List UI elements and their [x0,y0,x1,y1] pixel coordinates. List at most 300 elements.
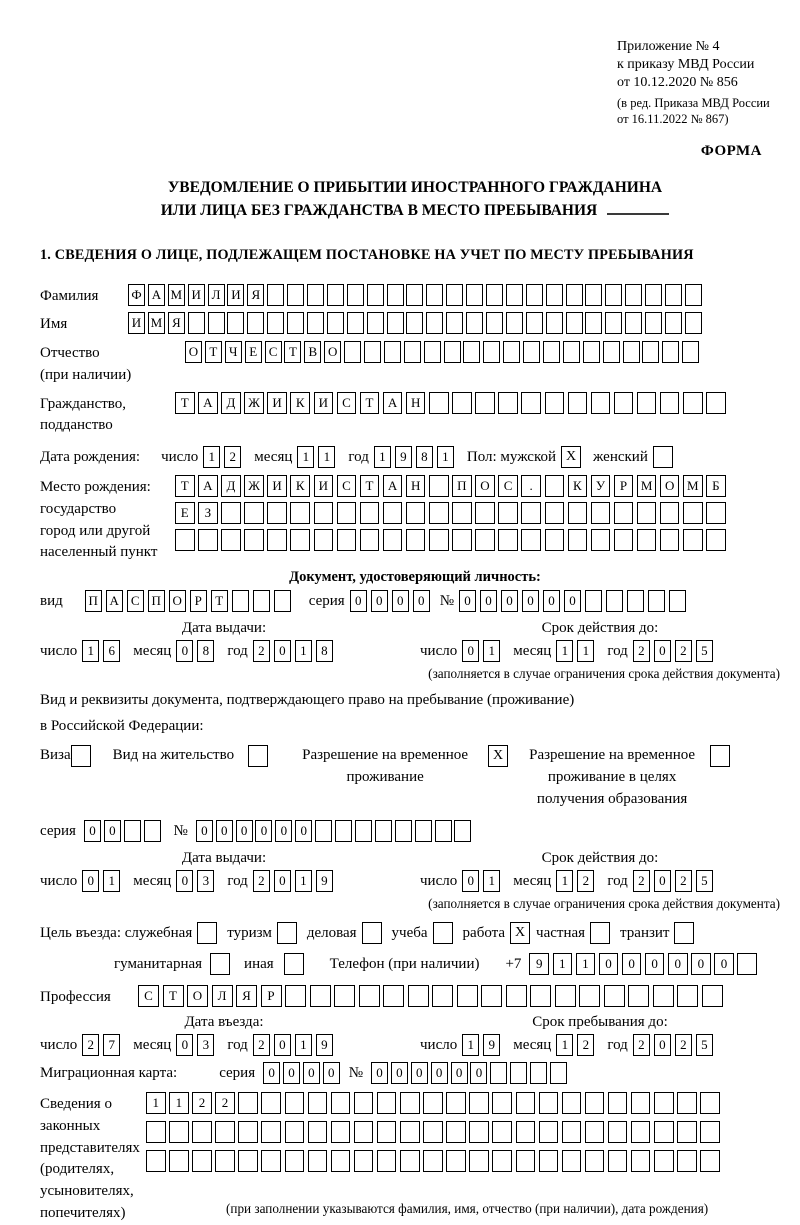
char-box[interactable]: Р [614,475,634,497]
char-box[interactable] [702,985,723,1007]
char-box[interactable] [516,1121,536,1143]
char-box[interactable]: С [498,475,518,497]
char-box[interactable]: И [128,312,145,334]
char-box[interactable]: А [198,392,218,414]
char-box[interactable] [354,1121,374,1143]
char-box[interactable]: О [475,475,495,497]
char-box[interactable] [454,820,471,842]
char-box[interactable] [334,985,355,1007]
char-box[interactable] [481,985,502,1007]
char-box[interactable] [354,1092,374,1114]
char-box[interactable]: С [138,985,159,1007]
char-box[interactable]: 1 [556,1034,573,1056]
purpose-work-checkbox[interactable]: X [510,922,530,944]
char-box[interactable]: 1 [318,446,335,468]
char-box[interactable]: П [85,590,102,612]
char-box[interactable] [267,284,284,306]
char-box[interactable]: 9 [316,870,333,892]
char-box[interactable]: 0 [236,820,253,842]
purpose-official-checkbox[interactable] [197,922,217,944]
char-box[interactable] [146,1121,166,1143]
char-box[interactable]: М [168,284,185,306]
char-box[interactable]: Е [175,502,195,524]
char-box[interactable]: 0 [176,1034,193,1056]
char-box[interactable] [426,312,443,334]
char-box[interactable] [521,502,541,524]
char-box[interactable] [404,341,421,363]
char-box[interactable]: 0 [645,953,665,975]
char-box[interactable]: 0 [654,870,671,892]
char-box[interactable]: 0 [371,590,388,612]
char-box[interactable]: Т [175,392,195,414]
char-box[interactable] [267,502,287,524]
char-box[interactable] [452,392,472,414]
char-box[interactable] [267,312,284,334]
char-box[interactable]: 0 [255,820,272,842]
char-box[interactable] [660,502,680,524]
purpose-humanitarian-checkbox[interactable] [210,953,230,975]
char-box[interactable] [605,284,622,306]
char-box[interactable]: 0 [622,953,642,975]
char-box[interactable] [354,1150,374,1172]
char-box[interactable]: 1 [297,446,314,468]
char-box[interactable] [631,1092,651,1114]
char-box[interactable] [192,1150,212,1172]
char-box[interactable]: И [267,392,287,414]
char-box[interactable] [545,502,565,524]
char-box[interactable]: 0 [691,953,711,975]
char-box[interactable] [498,529,518,551]
char-box[interactable] [623,341,640,363]
char-box[interactable]: 9 [316,1034,333,1056]
purpose-transit-checkbox[interactable] [674,922,694,944]
char-box[interactable] [238,1092,258,1114]
char-box[interactable] [700,1121,720,1143]
char-box[interactable] [591,392,611,414]
char-box[interactable] [415,820,432,842]
char-box[interactable]: М [683,475,703,497]
char-box[interactable] [585,312,602,334]
char-box[interactable]: 0 [462,640,479,662]
char-box[interactable] [383,502,403,524]
char-box[interactable]: Д [221,475,241,497]
char-box[interactable] [562,1092,582,1114]
char-box[interactable] [124,820,141,842]
char-box[interactable]: 0 [391,1062,408,1084]
char-box[interactable] [463,341,480,363]
char-box[interactable]: А [383,392,403,414]
char-box[interactable]: Т [163,985,184,1007]
char-box[interactable] [645,312,662,334]
char-box[interactable] [337,502,357,524]
char-box[interactable] [423,1121,443,1143]
char-box[interactable] [429,475,449,497]
char-box[interactable] [591,529,611,551]
char-box[interactable]: А [106,590,123,612]
char-box[interactable]: 1 [556,640,573,662]
char-box[interactable] [287,284,304,306]
char-box[interactable]: Я [236,985,257,1007]
char-box[interactable] [331,1092,351,1114]
char-box[interactable]: О [660,475,680,497]
char-box[interactable] [585,284,602,306]
char-box[interactable] [486,284,503,306]
char-box[interactable]: 1 [169,1092,189,1114]
char-box[interactable] [585,590,602,612]
char-box[interactable] [546,284,563,306]
char-box[interactable] [566,312,583,334]
char-box[interactable]: Т [175,475,195,497]
char-box[interactable]: А [198,475,218,497]
char-box[interactable] [585,1121,605,1143]
char-box[interactable] [665,312,682,334]
char-box[interactable] [625,284,642,306]
char-box[interactable]: 2 [253,640,270,662]
char-box[interactable] [669,590,686,612]
char-box[interactable]: 2 [633,1034,650,1056]
char-box[interactable] [653,985,674,1007]
char-box[interactable] [506,312,523,334]
char-box[interactable]: Я [168,312,185,334]
char-box[interactable]: 9 [529,953,549,975]
char-box[interactable]: Н [406,392,426,414]
char-box[interactable] [492,1121,512,1143]
char-box[interactable]: 0 [411,1062,428,1084]
char-box[interactable]: У [591,475,611,497]
char-box[interactable] [146,1150,166,1172]
char-box[interactable] [406,529,426,551]
char-box[interactable] [384,341,401,363]
char-box[interactable] [247,312,264,334]
char-box[interactable]: 0 [104,820,121,842]
char-box[interactable]: 1 [103,870,120,892]
char-box[interactable] [466,284,483,306]
sex-male-checkbox[interactable]: X [561,446,581,468]
char-box[interactable]: Ж [244,392,264,414]
char-box[interactable]: О [324,341,341,363]
char-box[interactable] [539,1121,559,1143]
char-box[interactable] [446,284,463,306]
char-box[interactable] [562,1150,582,1172]
char-box[interactable] [307,312,324,334]
char-box[interactable] [469,1150,489,1172]
char-box[interactable] [375,820,392,842]
char-box[interactable]: С [265,341,282,363]
char-box[interactable]: 0 [274,640,291,662]
char-box[interactable]: 0 [323,1062,340,1084]
char-box[interactable] [364,341,381,363]
char-box[interactable] [387,284,404,306]
char-box[interactable]: 1 [462,1034,479,1056]
char-box[interactable]: А [148,284,165,306]
char-box[interactable] [314,529,334,551]
char-box[interactable] [426,284,443,306]
char-box[interactable]: 0 [714,953,734,975]
char-box[interactable] [591,502,611,524]
char-box[interactable]: 2 [675,1034,692,1056]
char-box[interactable]: 0 [654,640,671,662]
char-box[interactable] [188,312,205,334]
char-box[interactable] [604,985,625,1007]
char-box[interactable] [550,1062,567,1084]
char-box[interactable] [261,1121,281,1143]
char-box[interactable] [486,312,503,334]
char-box[interactable]: 0 [462,870,479,892]
char-box[interactable]: Т [211,590,228,612]
char-box[interactable] [335,820,352,842]
char-box[interactable] [290,529,310,551]
char-box[interactable] [545,529,565,551]
char-box[interactable] [506,284,523,306]
char-box[interactable] [492,1150,512,1172]
char-box[interactable] [446,312,463,334]
char-box[interactable]: 2 [253,870,270,892]
char-box[interactable] [285,1150,305,1172]
char-box[interactable] [685,312,702,334]
char-box[interactable] [444,341,461,363]
char-box[interactable] [523,341,540,363]
char-box[interactable]: Ч [225,341,242,363]
char-box[interactable] [192,1121,212,1143]
char-box[interactable] [521,392,541,414]
char-box[interactable]: С [337,475,357,497]
char-box[interactable] [435,820,452,842]
char-box[interactable]: 0 [451,1062,468,1084]
char-box[interactable]: 1 [553,953,573,975]
char-box[interactable]: И [227,284,244,306]
char-box[interactable]: О [169,590,186,612]
char-box[interactable] [261,1150,281,1172]
char-box[interactable] [432,985,453,1007]
char-box[interactable] [215,1150,235,1172]
char-box[interactable] [608,1121,628,1143]
char-box[interactable] [285,985,306,1007]
char-box[interactable]: 0 [275,820,292,842]
char-box[interactable]: 1 [295,640,312,662]
char-box[interactable]: 0 [176,640,193,662]
char-box[interactable] [700,1150,720,1172]
char-box[interactable] [498,392,518,414]
char-box[interactable]: 2 [675,640,692,662]
char-box[interactable]: И [188,284,205,306]
char-box[interactable] [530,1062,547,1084]
char-box[interactable] [285,1121,305,1143]
char-box[interactable] [677,1092,697,1114]
char-box[interactable] [360,502,380,524]
char-box[interactable] [310,985,331,1007]
char-box[interactable] [261,1092,281,1114]
char-box[interactable] [568,392,588,414]
char-box[interactable] [198,529,218,551]
char-box[interactable] [475,502,495,524]
char-box[interactable] [423,1150,443,1172]
char-box[interactable] [566,284,583,306]
char-box[interactable] [568,502,588,524]
char-box[interactable] [662,341,679,363]
char-box[interactable] [208,312,225,334]
char-box[interactable]: 0 [274,1034,291,1056]
char-box[interactable] [406,502,426,524]
char-box[interactable]: Б [706,475,726,497]
char-box[interactable]: И [314,392,334,414]
char-box[interactable]: 8 [416,446,433,468]
char-box[interactable] [400,1121,420,1143]
char-box[interactable]: Д [221,392,241,414]
char-box[interactable]: 1 [82,640,99,662]
char-box[interactable]: 0 [303,1062,320,1084]
char-box[interactable] [677,985,698,1007]
char-box[interactable] [457,985,478,1007]
char-box[interactable] [400,1092,420,1114]
char-box[interactable] [608,1092,628,1114]
char-box[interactable] [327,312,344,334]
char-box[interactable] [585,1092,605,1114]
char-box[interactable]: 7 [103,1034,120,1056]
char-box[interactable] [521,529,541,551]
purpose-business-checkbox[interactable] [362,922,382,944]
char-box[interactable] [408,985,429,1007]
char-box[interactable] [175,529,195,551]
char-box[interactable]: 5 [696,1034,713,1056]
char-box[interactable]: 1 [556,870,573,892]
char-box[interactable]: С [127,590,144,612]
char-box[interactable] [221,529,241,551]
char-box[interactable] [337,529,357,551]
char-box[interactable] [290,502,310,524]
char-box[interactable]: К [290,475,310,497]
char-box[interactable] [400,1150,420,1172]
char-box[interactable]: 1 [295,1034,312,1056]
char-box[interactable]: О [185,341,202,363]
char-box[interactable]: Л [208,284,225,306]
char-box[interactable]: Р [190,590,207,612]
char-box[interactable] [359,985,380,1007]
char-box[interactable]: 0 [431,1062,448,1084]
char-box[interactable]: 0 [522,590,539,612]
char-box[interactable] [677,1121,697,1143]
char-box[interactable] [383,985,404,1007]
char-box[interactable] [530,985,551,1007]
char-box[interactable]: 0 [413,590,430,612]
char-box[interactable] [642,341,659,363]
char-box[interactable] [682,341,699,363]
char-box[interactable] [503,341,520,363]
char-box[interactable]: 2 [224,446,241,468]
char-box[interactable]: 0 [459,590,476,612]
char-box[interactable] [516,1092,536,1114]
char-box[interactable] [307,284,324,306]
char-box[interactable] [395,820,412,842]
char-box[interactable] [429,392,449,414]
char-box[interactable] [585,1150,605,1172]
char-box[interactable] [169,1121,189,1143]
char-box[interactable] [331,1121,351,1143]
char-box[interactable]: 0 [295,820,312,842]
char-box[interactable] [562,1121,582,1143]
char-box[interactable] [244,529,264,551]
char-box[interactable]: Т [284,341,301,363]
char-box[interactable] [492,1092,512,1114]
char-box[interactable] [628,985,649,1007]
char-box[interactable] [424,341,441,363]
char-box[interactable] [516,1150,536,1172]
char-box[interactable]: Л [212,985,233,1007]
char-box[interactable] [654,1092,674,1114]
char-box[interactable] [546,312,563,334]
char-box[interactable] [654,1121,674,1143]
char-box[interactable] [285,1092,305,1114]
char-box[interactable] [677,1150,697,1172]
char-box[interactable] [274,590,291,612]
char-box[interactable]: Т [360,475,380,497]
char-box[interactable] [526,312,543,334]
char-box[interactable]: И [314,475,334,497]
char-box[interactable]: В [304,341,321,363]
char-box[interactable]: Ф [128,284,145,306]
char-box[interactable]: Т [360,392,380,414]
char-box[interactable] [648,590,665,612]
char-box[interactable]: Р [261,985,282,1007]
char-box[interactable] [144,820,161,842]
char-box[interactable]: И [267,475,287,497]
char-box[interactable] [315,820,332,842]
char-box[interactable] [614,392,634,414]
char-box[interactable]: М [148,312,165,334]
char-box[interactable] [429,502,449,524]
char-box[interactable] [631,1121,651,1143]
char-box[interactable] [327,284,344,306]
char-box[interactable]: 0 [350,590,367,612]
char-box[interactable]: 0 [654,1034,671,1056]
char-box[interactable]: 0 [274,870,291,892]
char-box[interactable] [452,529,472,551]
char-box[interactable]: 0 [263,1062,280,1084]
char-box[interactable] [608,1150,628,1172]
char-box[interactable]: 1 [576,953,596,975]
char-box[interactable] [452,502,472,524]
char-box[interactable] [383,529,403,551]
char-box[interactable]: 0 [480,590,497,612]
char-box[interactable]: 3 [197,870,214,892]
char-box[interactable] [683,529,703,551]
char-box[interactable] [360,529,380,551]
char-box[interactable]: Ж [244,475,264,497]
char-box[interactable] [683,392,703,414]
char-box[interactable]: 0 [392,590,409,612]
char-box[interactable] [367,312,384,334]
char-box[interactable]: 1 [437,446,454,468]
char-box[interactable]: Н [406,475,426,497]
char-box[interactable] [406,284,423,306]
char-box[interactable] [706,529,726,551]
char-box[interactable] [387,312,404,334]
char-box[interactable] [169,1150,189,1172]
char-box[interactable]: 2 [192,1092,212,1114]
char-box[interactable] [475,529,495,551]
char-box[interactable]: О [187,985,208,1007]
char-box[interactable] [308,1150,328,1172]
char-box[interactable] [625,312,642,334]
char-box[interactable]: 1 [483,870,500,892]
char-box[interactable] [490,1062,507,1084]
char-box[interactable] [510,1062,527,1084]
purpose-other-checkbox[interactable] [284,953,304,975]
char-box[interactable] [706,502,726,524]
char-box[interactable]: 0 [371,1062,388,1084]
char-box[interactable] [232,590,249,612]
char-box[interactable]: 0 [84,820,101,842]
char-box[interactable] [526,284,543,306]
